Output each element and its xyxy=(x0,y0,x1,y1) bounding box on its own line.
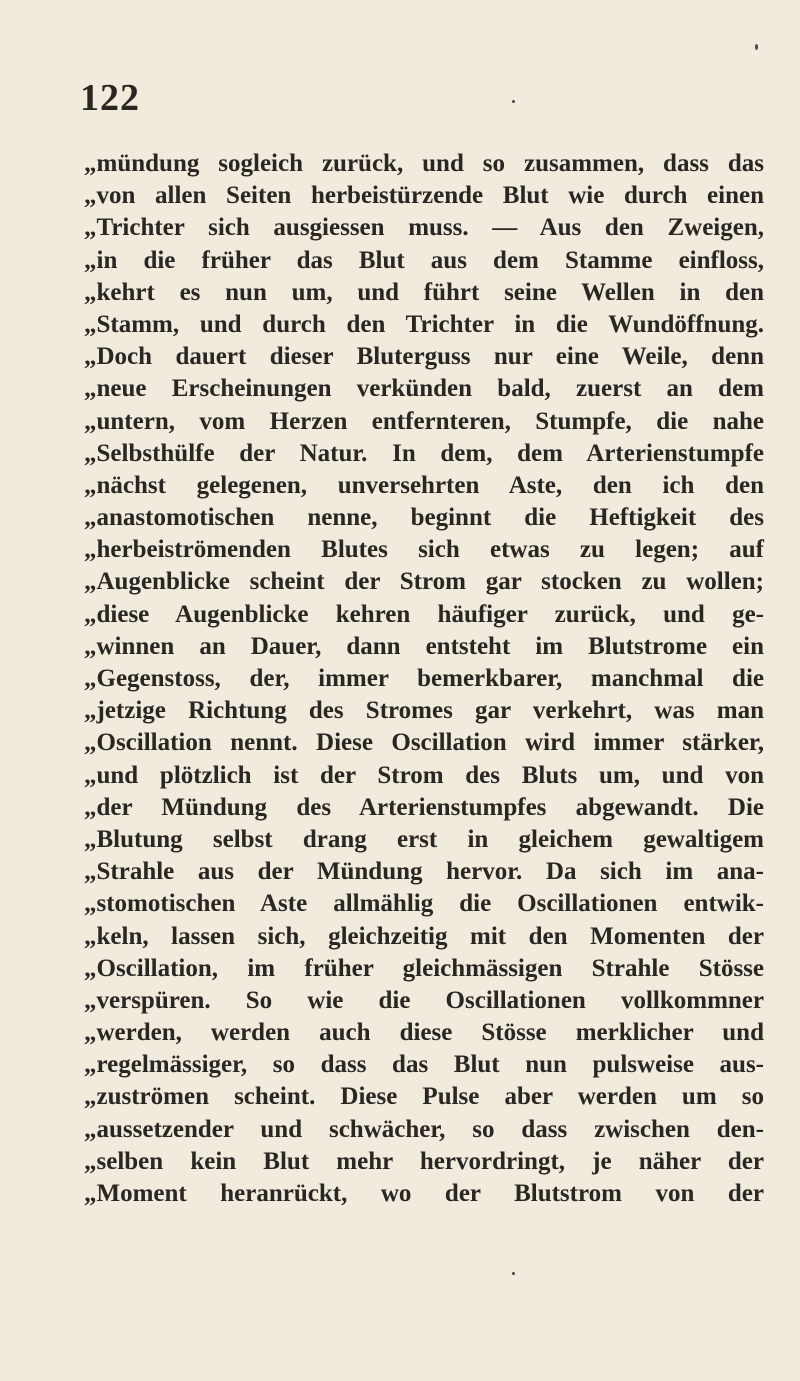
text-line: „werden, werden auch diese Stösse merklicher und xyxy=(84,1019,764,1047)
text-line: „Oscillation, im früher gleichmässigen Strahle Stösse xyxy=(84,954,764,982)
text-line: „von allen Seiten herbeistürzende Blut wie durch einen xyxy=(84,182,764,210)
text-line: „untern, vom Herzen entfernteren, Stumpfe, die nahe xyxy=(84,407,764,435)
text-line: „kehrt es nun um, und führt seine Wellen in den xyxy=(84,278,764,306)
ink-speck xyxy=(512,100,515,103)
text-line: „zuströmen scheint. Diese Pulse aber werden um so xyxy=(84,1083,764,1111)
text-line: „herbeiströmenden Blutes sich etwas zu legen; auf xyxy=(84,536,764,564)
text-line: „Gegenstoss, der, immer bemerkbarer, manchmal die xyxy=(84,665,764,692)
text-line: „der Mündung des Arterienstumpfes abgewandt. Die xyxy=(84,793,764,821)
text-line: „Blutung selbst drang erst in gleichem gewaltigem xyxy=(84,825,764,853)
text-line: „und plötzlich ist der Strom des Bluts um, und von xyxy=(84,761,764,789)
ink-speck xyxy=(755,44,758,50)
text-line: „in die früher das Blut aus dem Stamme einfloss, xyxy=(84,246,764,274)
text-line: „diese Augenblicke kehren häufiger zurück, und ge- xyxy=(84,600,764,628)
text-line: „anastomotischen nenne, beginnt die Heftigkeit des xyxy=(84,504,764,532)
text-line: „Augenblicke scheint der Strom gar stocken zu wollen; xyxy=(84,568,764,596)
text-line: „neue Erscheinungen verkünden bald, zuerst an dem xyxy=(84,375,764,403)
text-line: „selben kein Blut mehr hervordringt, je näher der xyxy=(84,1147,764,1175)
text-line: „stomotischen Aste allmählig die Oscillationen entwik- xyxy=(84,890,764,918)
body-text xyxy=(84,148,764,1210)
text-line: „winnen an Dauer, dann entsteht im Blutstrome ein xyxy=(84,632,764,660)
text-line: „Strahle aus der Mündung hervor. Da sich im ana- xyxy=(84,858,764,886)
text-line: „Selbsthülfe der Natur. In dem, dem Arterienstumpfe xyxy=(84,439,764,467)
text-line: „Oscillation nennt. Diese Oscillation wird immer stärker, xyxy=(84,729,764,757)
text-line: „verspüren. So wie die Oscillationen vollkommner xyxy=(84,986,764,1014)
text-line: „Moment heranrückt, wo der Blutstrom von der xyxy=(84,1180,764,1207)
ink-speck xyxy=(512,1272,515,1275)
text-line: „regelmässiger, so dass das Blut nun pulsweise aus- xyxy=(84,1051,764,1079)
text-line: „Doch dauert dieser Bluterguss nur eine Weile, denn xyxy=(84,343,764,371)
text-line: „mündung sogleich zurück, und so zusammen, dass das xyxy=(84,150,764,177)
text-line: „aussetzender und schwächer, so dass zwischen den- xyxy=(84,1115,764,1143)
page-number: 122 xyxy=(80,77,140,119)
text-line: „Trichter sich ausgiessen muss. — Aus den Zweigen, xyxy=(84,214,764,242)
text-line: „nächst gelegenen, unversehrten Aste, den ich den xyxy=(84,471,764,499)
text-line: „Stamm, und durch den Trichter in die Wundöffnung. xyxy=(84,310,764,338)
text-line: „jetzige Richtung des Stromes gar verkehrt, was man xyxy=(84,697,764,725)
text-line: „keln, lassen sich, gleichzeitig mit den Momenten der xyxy=(84,922,764,950)
